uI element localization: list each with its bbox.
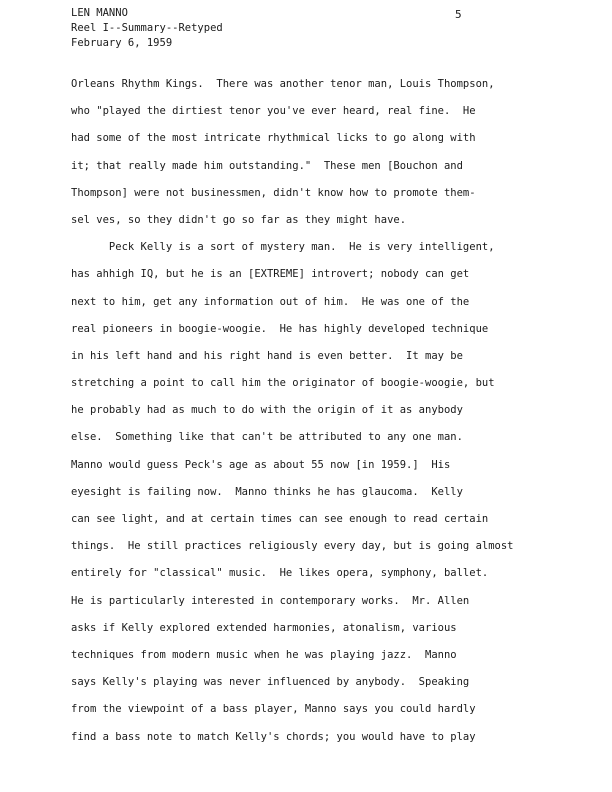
page-number: 5 (455, 8, 462, 21)
text-line: Manno would guess Peck's age as about 55 now [in 1959.] His (71, 458, 451, 471)
text-line: sel ves, so they didn't go so far as they might have. (71, 213, 407, 226)
text-line: things. He still practices religiously every day, but is going almost (71, 540, 514, 553)
text-line: techniques from modern music when he was playing jazz. Manno (71, 648, 457, 661)
text-line: Peck Kelly is a sort of mystery man. He is very intelligent, (71, 241, 495, 254)
text-line: eyesight is failing now. Manno thinks he has glaucoma. Kelly (71, 485, 463, 498)
text-line: else. Something like that can't be attributed to any one man. (71, 431, 463, 444)
transcript-body (71, 71, 571, 751)
text-line: can see light, and at certain times can see enough to read certain (71, 513, 489, 525)
text-line: find a bass note to match Kelly's chords; you would have to play (71, 730, 476, 743)
text-line: real pioneers in boogie-woogie. He has highly developed technique (71, 322, 489, 335)
text-line: Orleans Rhythm Kings. There was another tenor man, Louis Thompson, (71, 78, 495, 90)
page-header (71, 6, 223, 51)
text-line: has ahhigh IQ, but he is an [EXTREME] introvert; nobody can get (71, 268, 470, 281)
text-line: next to him, get any information out of him. He was one of the (71, 295, 470, 308)
text-line: He is particularly interested in contemporary works. Mr. Allen (71, 594, 470, 607)
text-line: had some of the most intricate rhythmical licks to go along with (71, 132, 476, 145)
text-line: Thompson] were not businessmen, didn't know how to promote them- (71, 186, 476, 199)
text-line: entirely for "classical" music. He likes opera, symphony, ballet. (71, 567, 489, 580)
text-line: he probably had as much to do with the origin of it as anybody (71, 404, 463, 417)
text-line: asks if Kelly explored extended harmonies, atonalism, various (71, 621, 457, 634)
header-name: LEN MANNO (71, 7, 128, 19)
text-line: stretching a point to call him the originator of boogie-woogie, but (71, 377, 495, 390)
header-date: February 6, 1959 (71, 37, 173, 49)
text-line: from the viewpoint of a bass player, Manno says you could hardly (71, 703, 476, 716)
text-line: it; that really made him outstanding." These men [Bouchon and (71, 159, 463, 172)
text-line: says Kelly's playing was never influenced by anybody. Speaking (71, 676, 470, 689)
text-line: in his left hand and his right hand is even better. It may be (71, 349, 463, 362)
text-line: who "played the dirtiest tenor you've ever heard, real fine. He (71, 105, 476, 118)
header-reel: Reel I--Summary--Retyped (71, 22, 223, 34)
